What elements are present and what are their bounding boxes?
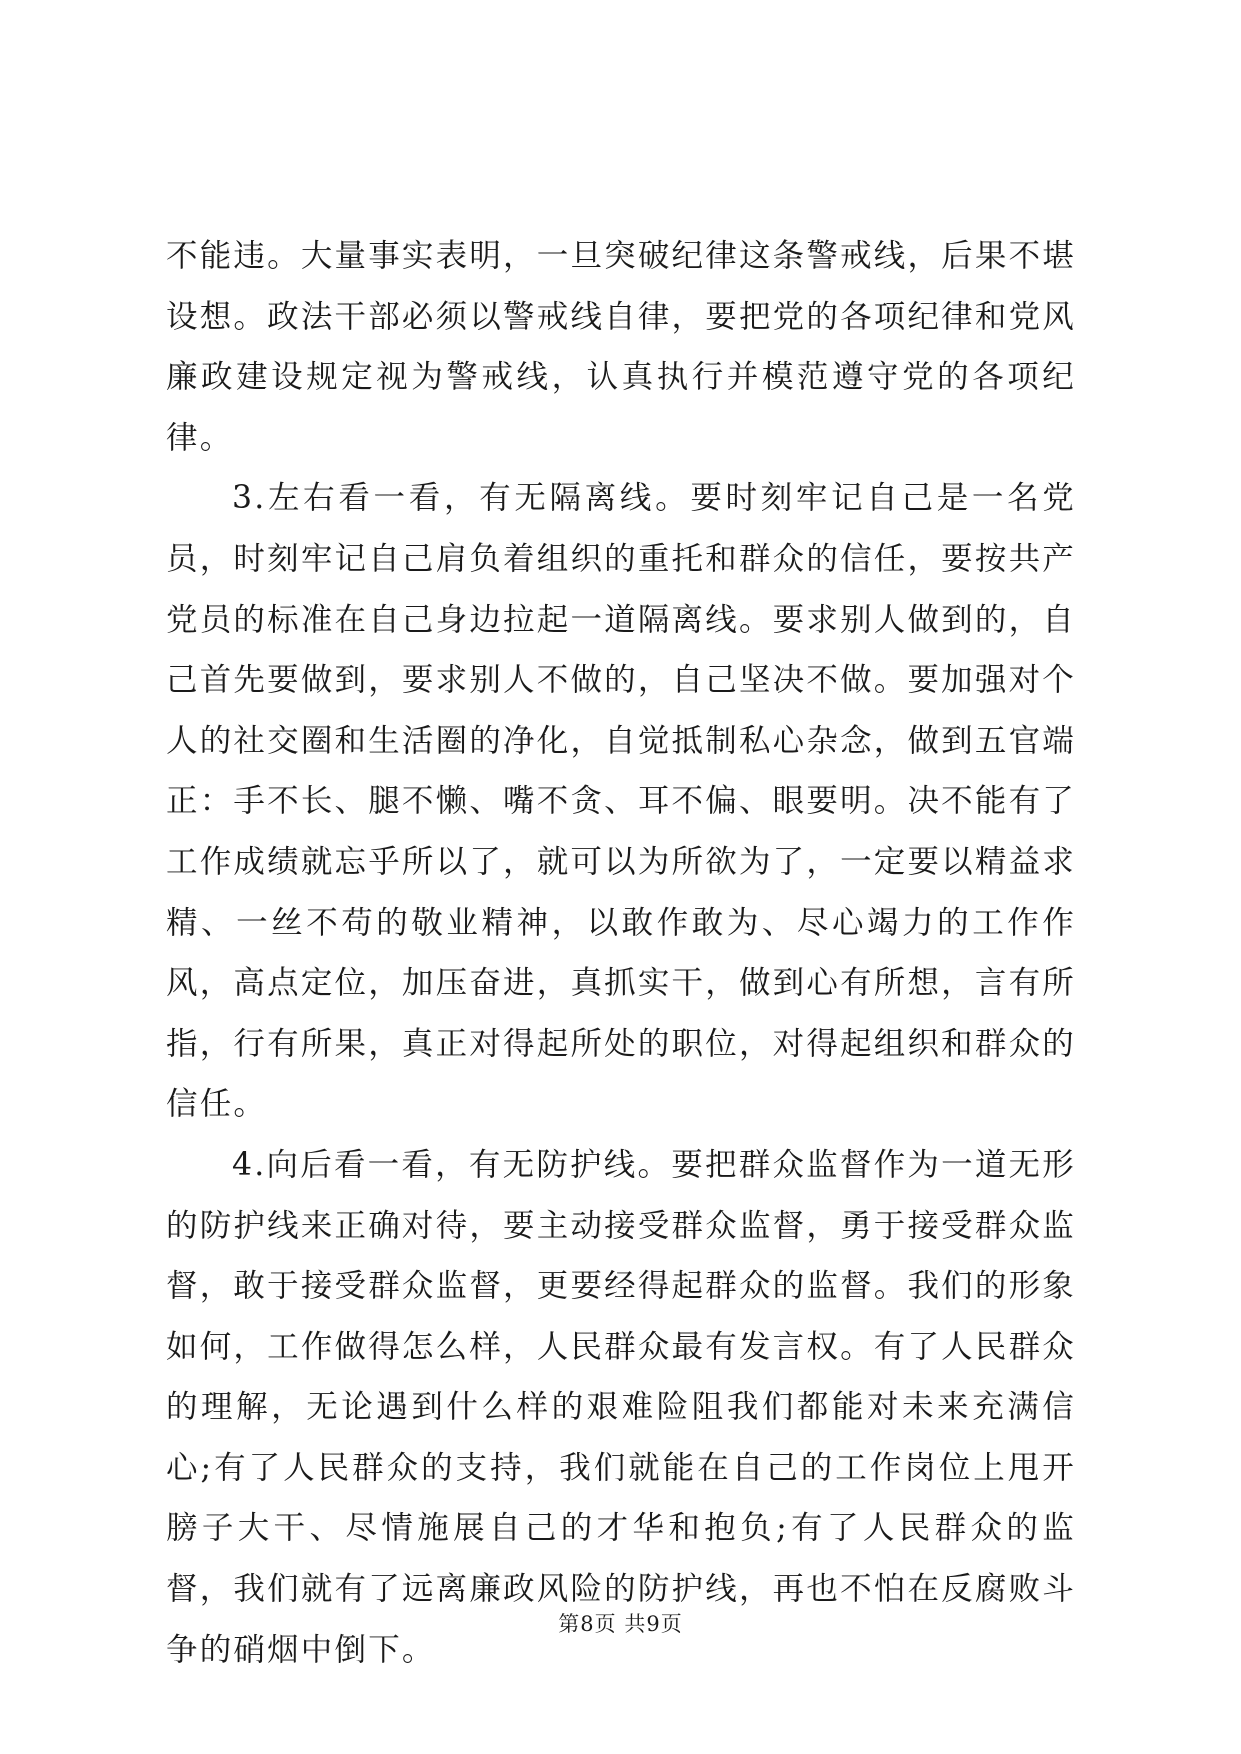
page-footer: 第8页 共9页: [558, 1612, 683, 1636]
paragraph-continuation: 不能违。大量事实表明，一旦突破纪律这条警戒线，后果不堪设想。政法干部必须以警戒线自律，要把党的各项纪律和党风廉政建设规定视为警戒线，认真执行并模范遵守党的各项纪律。: [166, 238, 1076, 456]
document-body: [166, 226, 1076, 1680]
paragraph-section-3: 3.左右看一看，有无隔离线。要时刻牢记自己是一名党员，时刻牢记自己肩负着组织的重托和群众的信任，要按共产党员的标准在自己身边拉起一道隔离线。要求别人做到的，自己首先要做到，要求别人不做的，自己坚决不做。要加强对个人的社交圈和生活圈的净化，自觉抵制私心杂念，做到五官端正：手不长、腿不懒、嘴不贪、耳不偏、眼要明。决不能有了工作成绩就忘乎所以了，就可以为所欲为了，一定要以精益求精、一丝不苟的敬业精神，以敢作敢为、尽心竭力的工作作风，高点定位，加压奋进，真抓实干，做到心有所想，言有所指，行有所果，真正对得起所处的职位，对得起组织和群众的信任。: [166, 480, 1076, 1123]
paragraph-section-4: 4.向后看一看，有无防护线。要把群众监督作为一道无形的防护线来正确对待，要主动接受群众监督，勇于接受群众监督，敢于接受群众监督，更要经得起群众的监督。我们的形象如何，工作做得怎么样，人民群众最有发言权。有了人民群众的理解，无论遇到什么样的艰难险阻我们都能对未来充满信心;有了人民群众的支持，我们就能在自己的工作岗位上甩开膀子大干、尽情施展自己的才华和抱负;有了人民群众的监督，我们就有了远离廉政风险的防护线，再也不怕在反腐败斗争的硝烟中倒下。: [166, 1146, 1076, 1668]
